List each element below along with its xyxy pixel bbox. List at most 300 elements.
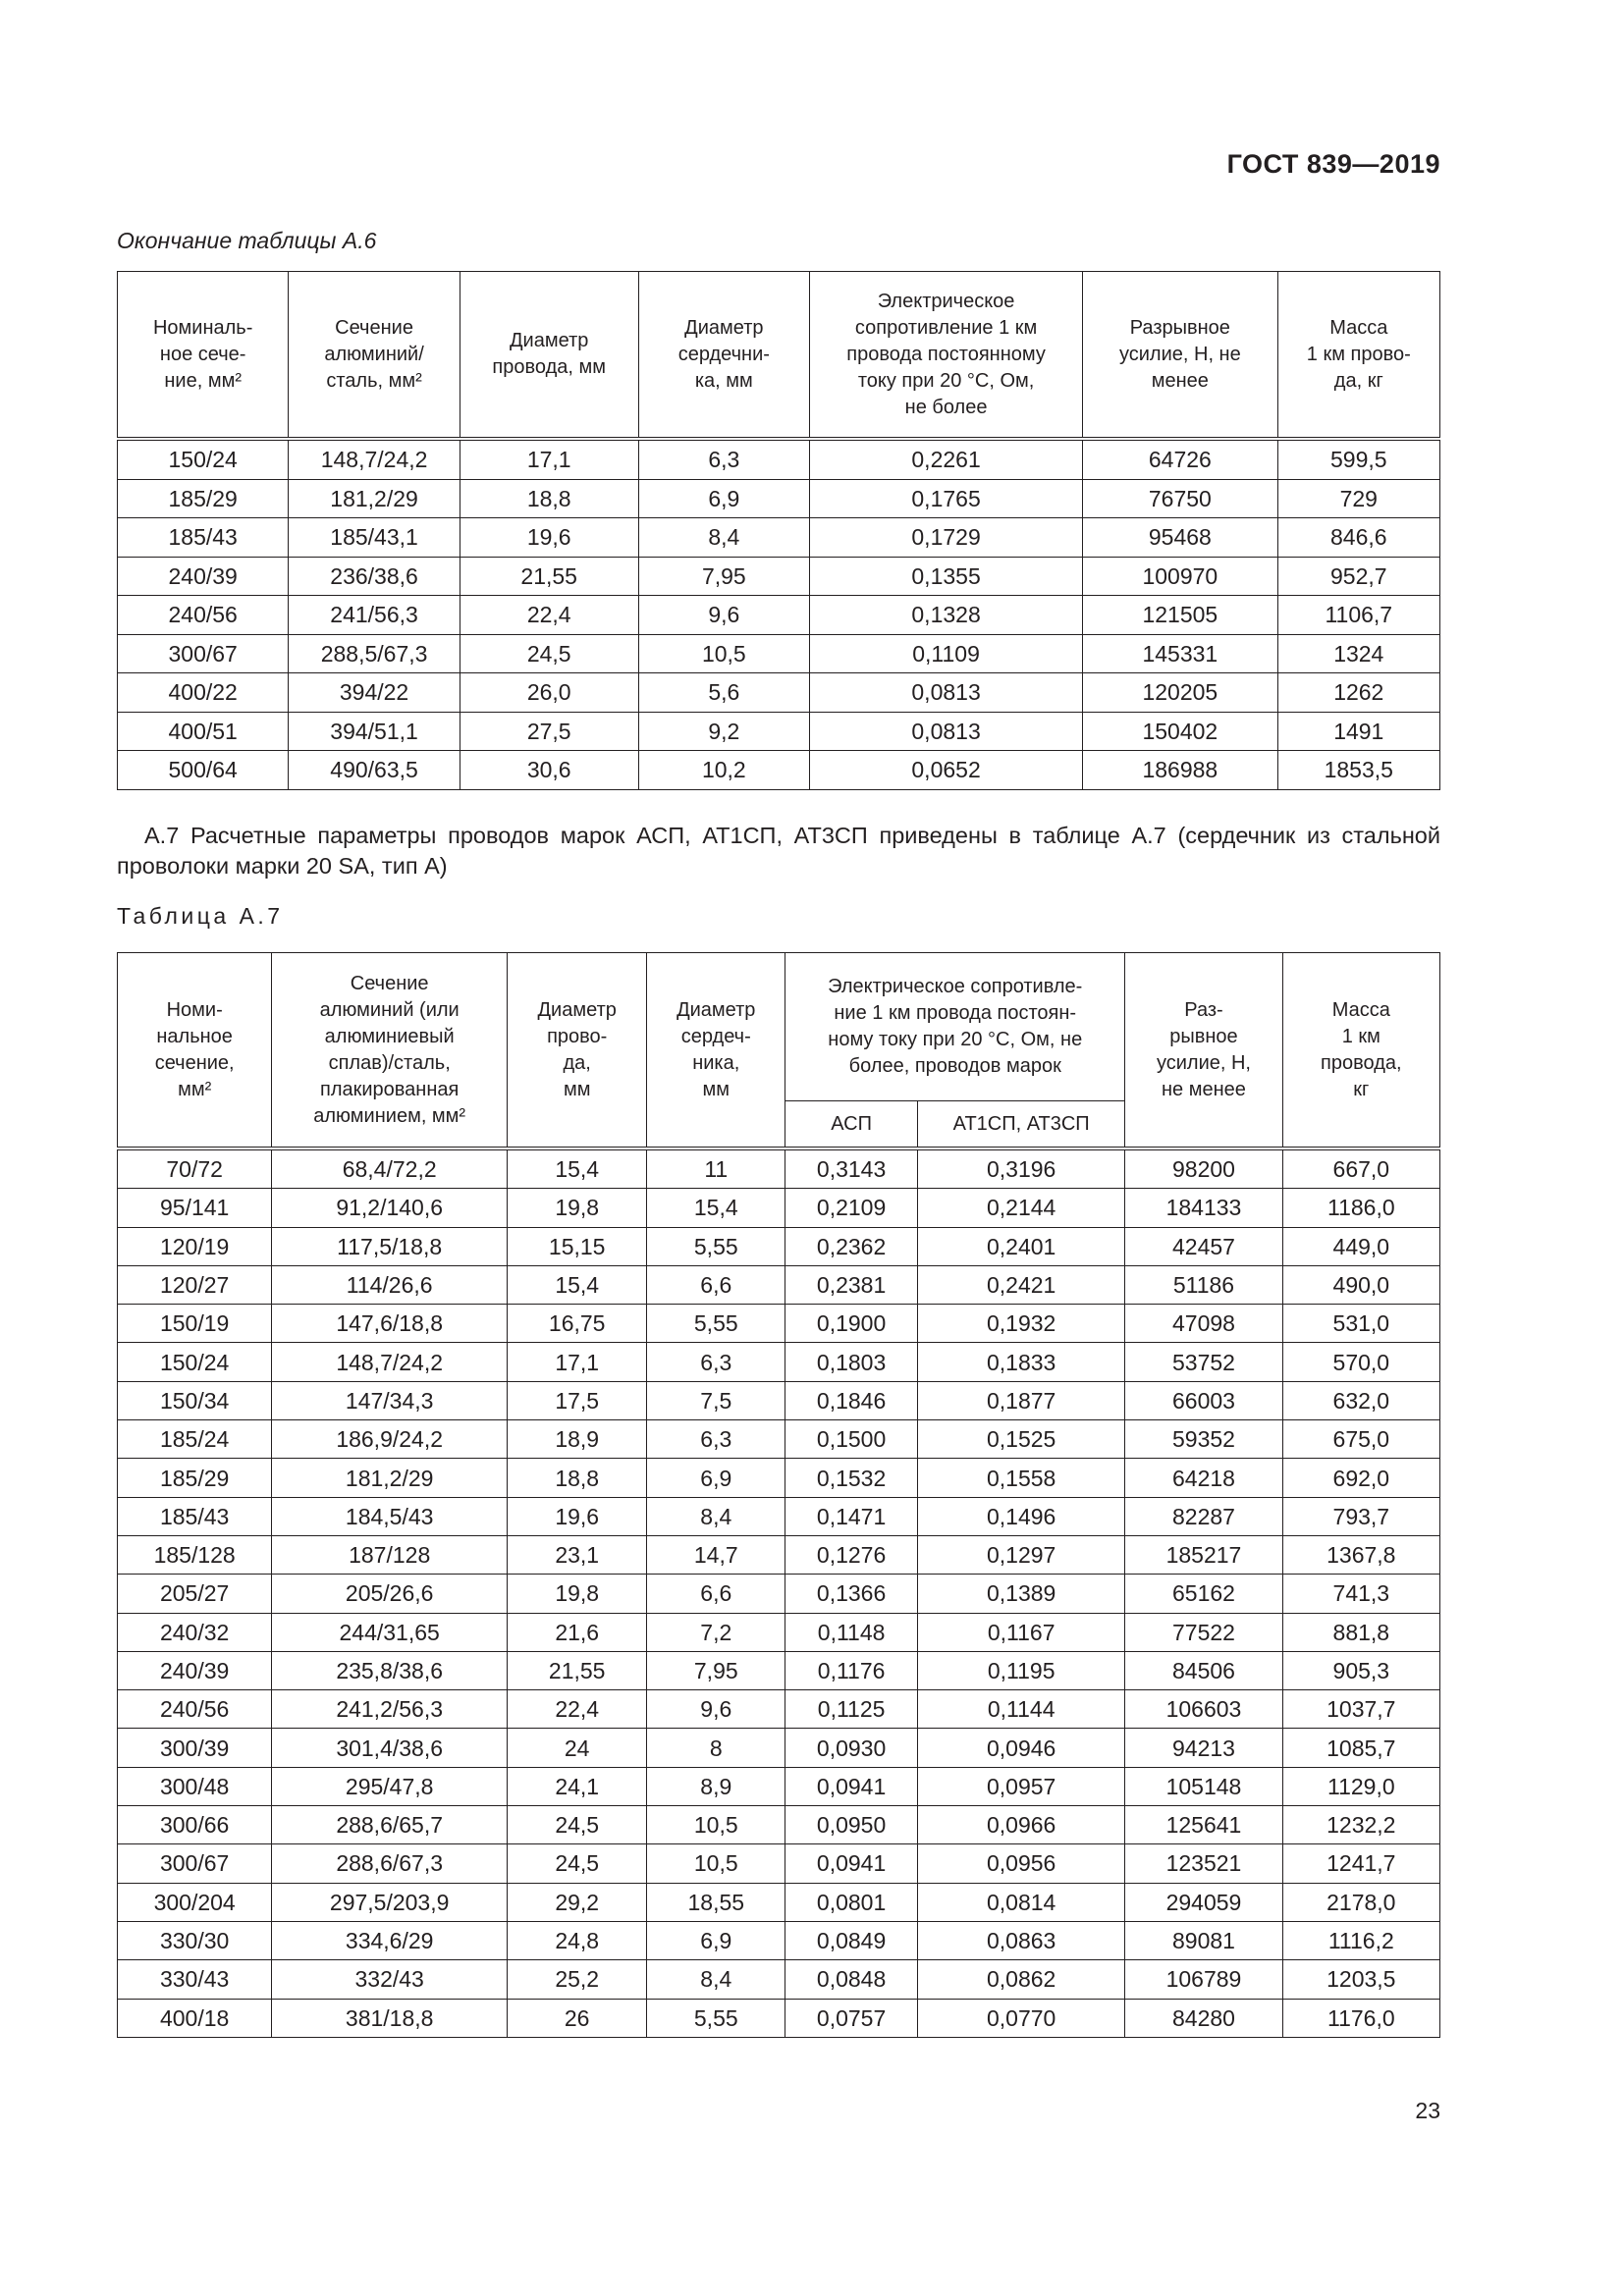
table-cell: 881,8 (1282, 1613, 1439, 1651)
table-cell: 24 (508, 1729, 647, 1767)
table-cell: 64726 (1083, 439, 1277, 479)
table-cell: 7,2 (647, 1613, 785, 1651)
table-cell: 300/67 (118, 1844, 272, 1883)
a6-header-core-diameter: Диаметр сердечни- ка, мм (638, 272, 809, 440)
table-cell: 11 (647, 1148, 785, 1189)
table-cell: 236/38,6 (289, 557, 460, 596)
table-row (118, 1148, 1440, 1189)
table-cell: 5,6 (638, 673, 809, 713)
table-row (118, 1999, 1440, 2037)
table-cell: 120/19 (118, 1227, 272, 1265)
table-cell: 490/63,5 (289, 751, 460, 790)
table-cell: 295/47,8 (272, 1767, 508, 1805)
table-cell: 8,4 (638, 518, 809, 558)
table-cell: 47098 (1125, 1305, 1282, 1343)
table-cell: 27,5 (460, 712, 638, 751)
table-cell: 17,1 (508, 1343, 647, 1381)
table-cell: 0,1176 (785, 1651, 918, 1689)
table-cell: 6,3 (647, 1343, 785, 1381)
table-cell: 0,0946 (918, 1729, 1125, 1767)
table-row (118, 439, 1440, 479)
table-cell: 6,9 (647, 1921, 785, 1959)
table-cell: 793,7 (1282, 1497, 1439, 1535)
table-cell: 1203,5 (1282, 1960, 1439, 1999)
table-cell: 8,4 (647, 1960, 785, 1999)
table-cell: 2178,0 (1282, 1883, 1439, 1921)
table-cell: 66003 (1125, 1381, 1282, 1419)
table-cell: 288,6/65,7 (272, 1806, 508, 1844)
table-cell: 6,6 (647, 1575, 785, 1613)
paragraph-a7: А.7 Расчетные параметры проводов марок АСП, АТ1СП, АТ3СП приведены в таблице А.7 (сердечник из стальной проволоки марки 20 SA, тип А) (117, 823, 1440, 879)
table-cell: 332/43 (272, 1960, 508, 1999)
a6-header-resistance: Электрическое сопротивление 1 км провода постоянному току при 20 °С, Ом, не более (810, 272, 1083, 440)
table-row (118, 1844, 1440, 1883)
table-cell: 10,2 (638, 751, 809, 790)
table-cell: 6,9 (638, 479, 809, 518)
table-cell: 5,55 (647, 1999, 785, 2037)
table-cell: 240/56 (118, 596, 289, 635)
table-cell: 91,2/140,6 (272, 1189, 508, 1227)
table-cell: 5,55 (647, 1227, 785, 1265)
a7-header-breaking-force: Раз- рывное усилие, Н, не менее (1125, 953, 1282, 1149)
table-cell: 400/18 (118, 1999, 272, 2037)
table-cell: 18,8 (508, 1459, 647, 1497)
table-cell: 288,6/67,3 (272, 1844, 508, 1883)
table-cell: 24,1 (508, 1767, 647, 1805)
table-cell: 9,6 (638, 596, 809, 635)
table-cell: 125641 (1125, 1806, 1282, 1844)
table-cell: 6,3 (647, 1420, 785, 1459)
table-cell: 1176,0 (1282, 1999, 1439, 2037)
table-cell: 334,6/29 (272, 1921, 508, 1959)
table-cell: 0,0801 (785, 1883, 918, 1921)
table-cell: 240/39 (118, 557, 289, 596)
a7-header-resistance: Электрическое сопротивле- ние 1 км провода постоян- ному току при 20 °С, Ом, не более, проводов марок (785, 953, 1125, 1101)
table-cell: 0,1355 (810, 557, 1083, 596)
table-cell: 0,1328 (810, 596, 1083, 635)
table-cell: 7,5 (647, 1381, 785, 1419)
table-cell: 19,8 (508, 1575, 647, 1613)
table-row (118, 1613, 1440, 1651)
table-cell: 24,5 (508, 1806, 647, 1844)
table-cell: 741,3 (1282, 1575, 1439, 1613)
page-number: 23 (1415, 2098, 1440, 2123)
table-cell: 30,6 (460, 751, 638, 790)
table-cell: 531,0 (1282, 1305, 1439, 1343)
table-cell: 675,0 (1282, 1420, 1439, 1459)
table-row (118, 1883, 1440, 1921)
table-cell: 0,0652 (810, 751, 1083, 790)
table-row (118, 1305, 1440, 1343)
a6-header-section: Сечение алюминий/ сталь, мм² (289, 272, 460, 440)
table-cell: 0,2362 (785, 1227, 918, 1265)
table-row (118, 751, 1440, 790)
table-cell: 8,4 (647, 1497, 785, 1535)
table-cell: 42457 (1125, 1227, 1282, 1265)
table-cell: 0,1148 (785, 1613, 918, 1651)
table-cell: 0,0966 (918, 1806, 1125, 1844)
table-cell: 15,4 (508, 1265, 647, 1304)
table-cell: 692,0 (1282, 1459, 1439, 1497)
table-cell: 185/43 (118, 1497, 272, 1535)
table-cell: 0,0770 (918, 1999, 1125, 2037)
table-cell: 94213 (1125, 1729, 1282, 1767)
table-cell: 22,4 (508, 1690, 647, 1729)
a6-header-nominal: Номиналь- ное сече- ние, мм² (118, 272, 289, 440)
table-cell: 300/67 (118, 634, 289, 673)
table-cell: 24,5 (460, 634, 638, 673)
table-cell: 106789 (1125, 1960, 1282, 1999)
table-row (118, 596, 1440, 635)
table-cell: 0,1846 (785, 1381, 918, 1419)
table-cell: 150/24 (118, 1343, 272, 1381)
table-cell: 0,0950 (785, 1806, 918, 1844)
table-row (118, 1535, 1440, 1574)
table-cell: 300/48 (118, 1767, 272, 1805)
table-cell: 905,3 (1282, 1651, 1439, 1689)
table-cell: 100970 (1083, 557, 1277, 596)
table-cell: 77522 (1125, 1613, 1282, 1651)
table-cell: 19,6 (508, 1497, 647, 1535)
table-cell: 0,3196 (918, 1148, 1125, 1189)
table-cell: 59352 (1125, 1420, 1282, 1459)
table-cell: 95468 (1083, 518, 1277, 558)
table-row (118, 634, 1440, 673)
table-cell: 1037,7 (1282, 1690, 1439, 1729)
table-cell: 10,5 (638, 634, 809, 673)
table-cell: 0,0957 (918, 1767, 1125, 1805)
table-cell: 297,5/203,9 (272, 1883, 508, 1921)
table-cell: 0,1558 (918, 1459, 1125, 1497)
a7-header-core-diameter: Диаметр сердеч- ника, мм (647, 953, 785, 1149)
table-cell: 18,9 (508, 1420, 647, 1459)
table-cell: 98200 (1125, 1148, 1282, 1189)
table-cell: 0,1109 (810, 634, 1083, 673)
table-cell: 0,3143 (785, 1148, 918, 1189)
table-cell: 120/27 (118, 1265, 272, 1304)
a7-header-resistance-asp: АСП (785, 1101, 918, 1149)
table-cell: 147,6/18,8 (272, 1305, 508, 1343)
table-cell: 9,2 (638, 712, 809, 751)
table-cell: 599,5 (1277, 439, 1439, 479)
table-cell: 244/31,65 (272, 1613, 508, 1651)
table-a7-header-row (118, 953, 1440, 1101)
table-cell: 1085,7 (1282, 1729, 1439, 1767)
table-cell: 24,8 (508, 1921, 647, 1959)
table-cell: 64218 (1125, 1459, 1282, 1497)
table-cell: 1186,0 (1282, 1189, 1439, 1227)
table-cell: 117,5/18,8 (272, 1227, 508, 1265)
a6-header-wire-diameter: Диаметр провода, мм (460, 272, 638, 440)
table-cell: 15,4 (647, 1189, 785, 1227)
table-cell: 185/24 (118, 1420, 272, 1459)
table-cell: 0,1167 (918, 1613, 1125, 1651)
table-cell: 185217 (1125, 1535, 1282, 1574)
table-cell: 235,8/38,6 (272, 1651, 508, 1689)
a7-header-mass: Масса 1 км провода, кг (1282, 953, 1439, 1149)
table-cell: 18,8 (460, 479, 638, 518)
table-cell: 0,0757 (785, 1999, 918, 2037)
table-cell: 0,2109 (785, 1189, 918, 1227)
table-cell: 1106,7 (1277, 596, 1439, 635)
table-cell: 0,2381 (785, 1265, 918, 1304)
table-cell: 205/27 (118, 1575, 272, 1613)
table-cell: 14,7 (647, 1535, 785, 1574)
table-cell: 17,1 (460, 439, 638, 479)
table-cell: 1367,8 (1282, 1535, 1439, 1574)
table-cell: 1116,2 (1282, 1921, 1439, 1959)
table-cell: 240/32 (118, 1613, 272, 1651)
table-cell: 1241,7 (1282, 1844, 1439, 1883)
table-cell: 76750 (1083, 479, 1277, 518)
table-row (118, 1921, 1440, 1959)
table-cell: 185/43,1 (289, 518, 460, 558)
table-cell: 184133 (1125, 1189, 1282, 1227)
standard-code: ГОСТ 839—2019 (1226, 149, 1440, 179)
table-cell: 0,1144 (918, 1690, 1125, 1729)
table-cell: 10,5 (647, 1806, 785, 1844)
table-cell: 84280 (1125, 1999, 1282, 2037)
table-cell: 288,5/67,3 (289, 634, 460, 673)
table-cell: 21,6 (508, 1613, 647, 1651)
table-cell: 0,0930 (785, 1729, 918, 1767)
table-cell: 570,0 (1282, 1343, 1439, 1381)
table-cell: 240/39 (118, 1651, 272, 1689)
table-a6-continuation-caption: Окончание таблицы А.6 (117, 228, 377, 253)
table-row (118, 1420, 1440, 1459)
table-cell: 10,5 (647, 1844, 785, 1883)
table-row (118, 673, 1440, 713)
table-cell: 181,2/29 (272, 1459, 508, 1497)
table-cell: 150/24 (118, 439, 289, 479)
table-row (118, 1806, 1440, 1844)
table-cell: 0,1366 (785, 1575, 918, 1613)
table-cell: 0,1765 (810, 479, 1083, 518)
a7-header-section: Сечение алюминий (или алюминиевый сплав)/сталь, плакированная алюминием, мм² (272, 953, 508, 1149)
table-cell: 729 (1277, 479, 1439, 518)
table-cell: 82287 (1125, 1497, 1282, 1535)
table-cell: 29,2 (508, 1883, 647, 1921)
table-cell: 381/18,8 (272, 1999, 508, 2037)
table-row (118, 1729, 1440, 1767)
table-cell: 120205 (1083, 673, 1277, 713)
table-cell: 632,0 (1282, 1381, 1439, 1419)
table-cell: 449,0 (1282, 1227, 1439, 1265)
table-cell: 26,0 (460, 673, 638, 713)
table-cell: 300/39 (118, 1729, 272, 1767)
table-row (118, 1381, 1440, 1419)
table-cell: 952,7 (1277, 557, 1439, 596)
table-cell: 0,1833 (918, 1343, 1125, 1381)
table-cell: 1491 (1277, 712, 1439, 751)
table-cell: 0,1276 (785, 1535, 918, 1574)
table-cell: 0,1729 (810, 518, 1083, 558)
table-cell: 89081 (1125, 1921, 1282, 1959)
table-cell: 294059 (1125, 1883, 1282, 1921)
table-cell: 9,6 (647, 1690, 785, 1729)
table-cell: 0,2421 (918, 1265, 1125, 1304)
table-cell: 6,3 (638, 439, 809, 479)
table-cell: 185/43 (118, 518, 289, 558)
table-a7-caption: Таблица А.7 (117, 903, 284, 929)
table-cell: 300/204 (118, 1883, 272, 1921)
table-cell: 0,0849 (785, 1921, 918, 1959)
table-row (118, 1343, 1440, 1381)
table-row (118, 712, 1440, 751)
table-cell: 123521 (1125, 1844, 1282, 1883)
table-cell: 667,0 (1282, 1148, 1439, 1189)
table-cell: 0,2261 (810, 439, 1083, 479)
table-cell: 185/29 (118, 1459, 272, 1497)
table-a7 (117, 952, 1440, 2038)
table-cell: 1262 (1277, 673, 1439, 713)
table-cell: 0,1125 (785, 1690, 918, 1729)
a7-header-nominal: Номи- нальное сечение, мм² (118, 953, 272, 1149)
table-cell: 23,1 (508, 1535, 647, 1574)
table-a6 (117, 271, 1440, 790)
table-cell: 148,7/24,2 (289, 439, 460, 479)
table-cell: 6,9 (647, 1459, 785, 1497)
table-row (118, 557, 1440, 596)
table-cell: 0,0956 (918, 1844, 1125, 1883)
table-cell: 1324 (1277, 634, 1439, 673)
table-cell: 400/22 (118, 673, 289, 713)
table-cell: 150402 (1083, 712, 1277, 751)
table-cell: 21,55 (460, 557, 638, 596)
table-cell: 0,1532 (785, 1459, 918, 1497)
table-cell: 0,1297 (918, 1535, 1125, 1574)
table-cell: 185/29 (118, 479, 289, 518)
table-cell: 301,4/38,6 (272, 1729, 508, 1767)
table-cell: 15,4 (508, 1148, 647, 1189)
table-cell: 24,5 (508, 1844, 647, 1883)
table-cell: 15,15 (508, 1227, 647, 1265)
table-cell: 70/72 (118, 1148, 272, 1189)
table-cell: 65162 (1125, 1575, 1282, 1613)
table-cell: 0,1471 (785, 1497, 918, 1535)
table-cell: 184,5/43 (272, 1497, 508, 1535)
table-cell: 17,5 (508, 1381, 647, 1419)
table-cell: 95/141 (118, 1189, 272, 1227)
table-row (118, 1575, 1440, 1613)
table-cell: 187/128 (272, 1535, 508, 1574)
table-a6-header-row (118, 272, 1440, 440)
table-cell: 500/64 (118, 751, 289, 790)
table-cell: 22,4 (460, 596, 638, 635)
table-cell: 0,1496 (918, 1497, 1125, 1535)
table-cell: 0,1932 (918, 1305, 1125, 1343)
table-cell: 330/43 (118, 1960, 272, 1999)
table-cell: 240/56 (118, 1690, 272, 1729)
table-row (118, 1189, 1440, 1227)
table-cell: 105148 (1125, 1767, 1282, 1805)
table-cell: 394/22 (289, 673, 460, 713)
table-cell: 0,1500 (785, 1420, 918, 1459)
table-cell: 185/128 (118, 1535, 272, 1574)
table-cell: 18,55 (647, 1883, 785, 1921)
table-row (118, 479, 1440, 518)
table-cell: 21,55 (508, 1651, 647, 1689)
table-cell: 1129,0 (1282, 1767, 1439, 1805)
table-cell: 106603 (1125, 1690, 1282, 1729)
table-cell: 114/26,6 (272, 1265, 508, 1304)
table-cell: 0,1525 (918, 1420, 1125, 1459)
table-row (118, 1265, 1440, 1304)
table-cell: 0,1803 (785, 1343, 918, 1381)
table-cell: 7,95 (647, 1651, 785, 1689)
table-cell: 7,95 (638, 557, 809, 596)
table-cell: 145331 (1083, 634, 1277, 673)
table-cell: 0,1389 (918, 1575, 1125, 1613)
table-cell: 0,0813 (810, 673, 1083, 713)
table-cell: 121505 (1083, 596, 1277, 635)
table-cell: 0,1877 (918, 1381, 1125, 1419)
table-cell: 846,6 (1277, 518, 1439, 558)
table-cell: 150/34 (118, 1381, 272, 1419)
table-cell: 68,4/72,2 (272, 1148, 508, 1189)
table-cell: 186,9/24,2 (272, 1420, 508, 1459)
table-cell: 186988 (1083, 751, 1277, 790)
table-cell: 205/26,6 (272, 1575, 508, 1613)
table-row (118, 518, 1440, 558)
table-cell: 51186 (1125, 1265, 1282, 1304)
table-cell: 6,6 (647, 1265, 785, 1304)
table-cell: 330/30 (118, 1921, 272, 1959)
table-cell: 26 (508, 1999, 647, 2037)
table-cell: 241,2/56,3 (272, 1690, 508, 1729)
table-cell: 8 (647, 1729, 785, 1767)
a7-header-resistance-at: АТ1СП, АТ3СП (918, 1101, 1125, 1149)
table-cell: 0,2144 (918, 1189, 1125, 1227)
table-row (118, 1690, 1440, 1729)
a7-header-wire-diameter: Диаметр прово- да, мм (508, 953, 647, 1149)
table-cell: 84506 (1125, 1651, 1282, 1689)
table-cell: 0,0813 (810, 712, 1083, 751)
table-cell: 53752 (1125, 1343, 1282, 1381)
table-cell: 241/56,3 (289, 596, 460, 635)
table-cell: 0,0814 (918, 1883, 1125, 1921)
table-row (118, 1497, 1440, 1535)
table-cell: 490,0 (1282, 1265, 1439, 1304)
table-cell: 25,2 (508, 1960, 647, 1999)
table-cell: 150/19 (118, 1305, 272, 1343)
table-row (118, 1227, 1440, 1265)
table-cell: 148,7/24,2 (272, 1343, 508, 1381)
table-cell: 0,0848 (785, 1960, 918, 1999)
table-row (118, 1960, 1440, 1999)
table-cell: 1232,2 (1282, 1806, 1439, 1844)
table-cell: 19,8 (508, 1189, 647, 1227)
table-row (118, 1767, 1440, 1805)
table-cell: 8,9 (647, 1767, 785, 1805)
table-cell: 5,55 (647, 1305, 785, 1343)
a6-header-mass: Масса 1 км прово- да, кг (1277, 272, 1439, 440)
table-cell: 0,1900 (785, 1305, 918, 1343)
a6-header-breaking-force: Разрывное усилие, Н, не менее (1083, 272, 1277, 440)
table-cell: 147/34,3 (272, 1381, 508, 1419)
table-cell: 0,2401 (918, 1227, 1125, 1265)
table-cell: 16,75 (508, 1305, 647, 1343)
table-cell: 394/51,1 (289, 712, 460, 751)
table-cell: 0,0941 (785, 1844, 918, 1883)
table-row (118, 1459, 1440, 1497)
table-cell: 181,2/29 (289, 479, 460, 518)
table-cell: 400/51 (118, 712, 289, 751)
table-cell: 0,0862 (918, 1960, 1125, 1999)
table-cell: 19,6 (460, 518, 638, 558)
table-row (118, 1651, 1440, 1689)
table-cell: 0,0863 (918, 1921, 1125, 1959)
